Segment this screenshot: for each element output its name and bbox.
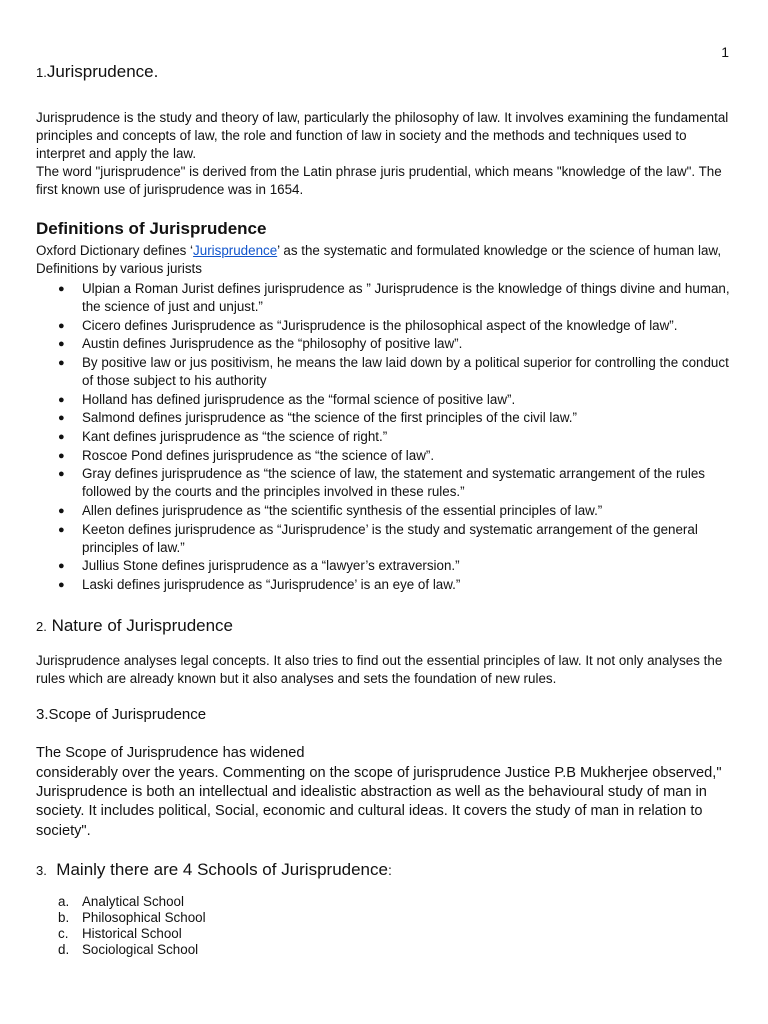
schools-list xyxy=(36,894,730,957)
list-item xyxy=(36,926,730,942)
bullet-icon: ● xyxy=(58,356,65,369)
oxford-after: ’ as the systematic and formulated knowledge or the science of human law, xyxy=(277,243,722,258)
bullet-icon: ● xyxy=(58,468,65,481)
section-1-paragraph-1: Jurisprudence is the study and theory of law, particularly the philosophy of law. It involves examining the fundamental principles and concepts of law, the role and function of law in society and the methods and techniques used to interpret and apply the law. xyxy=(36,110,729,161)
list-item-text: By positive law or jus positivism, he means the law laid down by a political superior for controlling the conduct of those subject to his authority xyxy=(82,354,729,389)
list-item xyxy=(36,942,730,958)
jurisprudence-link[interactable]: Jurisprudence xyxy=(193,243,278,258)
list-item-text: Cicero defines Jurisprudence as “Jurisprudence is the philosophical aspect of the knowledge of law”. xyxy=(82,317,678,333)
list-item xyxy=(36,335,730,353)
oxford-before: Oxford Dictionary defines ‘ xyxy=(36,243,194,258)
bullet-icon: ● xyxy=(58,430,65,443)
bullet-icon: ● xyxy=(58,449,65,462)
list-item xyxy=(36,280,730,316)
list-item-text: Austin defines Jurisprudence as the “philosophy of positive law”. xyxy=(82,336,463,352)
list-item-text: Ulpian a Roman Jurist defines jurisprudence as ” Jurisprudence is the knowledge of things divine and human, the science of just and unjust.” xyxy=(82,281,730,315)
school-name: Sociological School xyxy=(82,941,199,957)
bullet-icon: ● xyxy=(58,523,65,536)
list-item xyxy=(36,428,730,446)
list-item xyxy=(36,317,730,335)
list-item-text: Laski defines jurisprudence as “Jurisprudence’ is an eye of law.” xyxy=(82,576,461,592)
list-item-text: Roscoe Pond defines jurisprudence as “the science of law”. xyxy=(82,447,435,463)
bullet-icon: ● xyxy=(58,393,65,406)
bullet-icon: ● xyxy=(58,504,65,517)
definitions-by-jurists: Definitions by various jurists xyxy=(36,261,202,276)
jurist-definitions-list xyxy=(36,280,730,594)
list-item xyxy=(36,465,730,501)
definitions-heading: Definitions of Jurisprudence xyxy=(36,219,267,238)
section-4-title: Mainly there are 4 Schools of Jurisprudence xyxy=(56,860,388,880)
list-item xyxy=(36,894,730,910)
list-item xyxy=(36,354,730,390)
scope-paragraph: considerably over the years. Commenting on the scope of jurisprudence Justice P.B Mukherjee observed," Jurisprudence is both an intellectual and idealistic abstraction as well as the behavioural study of man in society. It includes political, Social, economic and cultural ideas. It covers the study of man in relation to society". xyxy=(36,764,722,839)
section-1-number: 1. xyxy=(36,65,47,80)
section-2-paragraph: Jurisprudence analyses legal concepts. It also tries to find out the essential principles of law. It not only analyses the rules which are already known but it also analyses and sets the foundation of new rules. xyxy=(36,653,723,687)
oxford-definition xyxy=(36,242,730,260)
list-item xyxy=(36,910,730,926)
section-4-colon: : xyxy=(387,862,392,879)
section-1-heading xyxy=(36,60,730,85)
section-2-heading xyxy=(36,614,730,639)
list-marker: d. xyxy=(58,941,70,957)
list-marker: a. xyxy=(58,894,70,910)
scope-line-1: The Scope of Jurisprudence has widened xyxy=(36,745,305,762)
section-4-number: 3. xyxy=(36,863,47,879)
list-item-text: Kant defines jurisprudence as “the science of right.” xyxy=(82,428,388,444)
list-item xyxy=(36,521,730,557)
list-item-text: Holland has defined jurisprudence as the “formal science of positive law”. xyxy=(82,391,516,407)
school-name: Analytical School xyxy=(82,894,184,910)
section-2-number: 2. xyxy=(36,619,47,635)
section-1-paragraph-2: The word "jurisprudence" is derived from the Latin phrase juris prudential, which means "knowledge of the law". The first known use of jurisprudence was in 1654. xyxy=(36,164,722,197)
section-3-heading: 3.Scope of Jurisprudence xyxy=(36,706,207,724)
document-body xyxy=(36,60,730,957)
bullet-icon: ● xyxy=(58,338,65,351)
bullet-icon: ● xyxy=(58,578,65,591)
section-1-title: Jurisprudence. xyxy=(46,62,159,81)
bullet-icon: ● xyxy=(58,319,65,332)
list-item xyxy=(36,447,730,465)
list-marker: c. xyxy=(58,925,69,941)
list-item-text: Keeton defines jurisprudence as “Jurisprudence’ is the study and systematic arrangement of the general principles of law.” xyxy=(82,521,698,555)
list-item xyxy=(36,409,730,427)
school-name: Philosophical School xyxy=(82,909,206,925)
list-item-text: Salmond defines jurisprudence as “the science of the first principles of the civil law.” xyxy=(82,410,577,426)
list-item-text: Allen defines jurisprudence as “the scientific synthesis of the essential principles of law.” xyxy=(82,502,603,518)
list-item-text: Gray defines jurisprudence as “the science of law, the statement and systematic arrangement of the rules followed by the courts and the principles involved in these rules.” xyxy=(82,466,705,500)
page-number: 1 xyxy=(721,44,729,60)
list-item xyxy=(36,502,730,520)
list-marker: b. xyxy=(58,909,70,925)
list-item xyxy=(36,576,730,594)
scope-text xyxy=(36,744,730,841)
section-2-title: Nature of Jurisprudence xyxy=(51,616,234,636)
bullet-icon: ● xyxy=(58,560,65,573)
bullet-icon: ● xyxy=(58,283,65,295)
bullet-icon: ● xyxy=(58,412,65,425)
section-4-heading xyxy=(36,858,730,883)
list-item xyxy=(36,557,730,575)
list-item-text: Jullius Stone defines jurisprudence as a “lawyer’s extraversion.” xyxy=(82,558,460,574)
list-item xyxy=(36,391,730,409)
school-name: Historical School xyxy=(82,925,182,941)
